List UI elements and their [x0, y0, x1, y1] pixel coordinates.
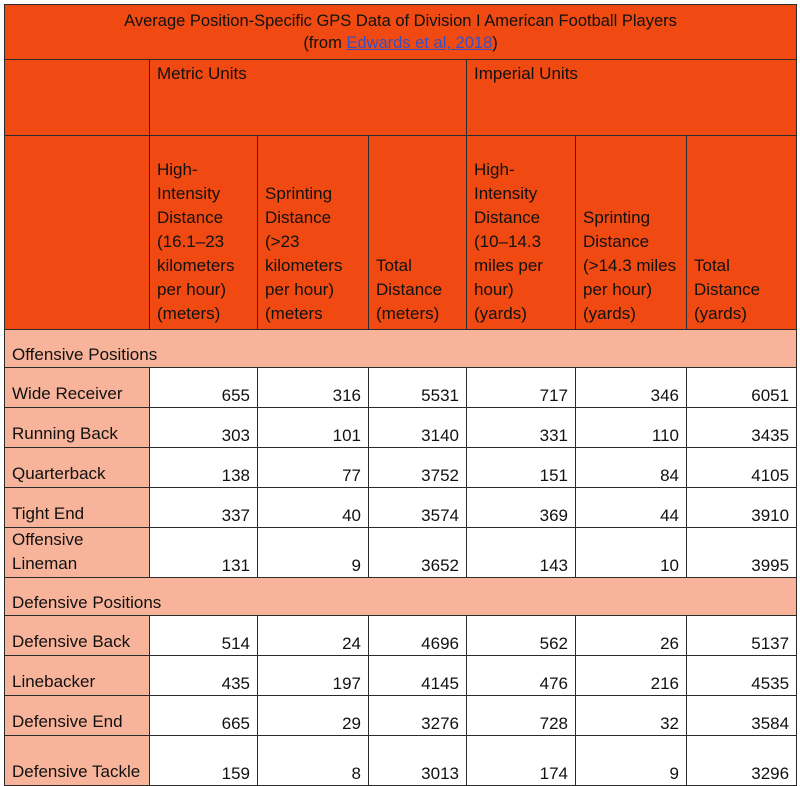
- table-cell: 8: [258, 736, 369, 786]
- table-cell: 131: [150, 528, 258, 578]
- table-row: [5, 736, 797, 786]
- table-cell: 665: [150, 696, 258, 736]
- table-cell: 197: [258, 656, 369, 696]
- table-cell: 3995: [687, 528, 797, 578]
- citation-link[interactable]: Edwards et al, 2018: [346, 34, 493, 52]
- table-cell: 4696: [369, 616, 467, 656]
- table-row: [5, 696, 797, 736]
- position-label: Defensive Tackle: [5, 736, 150, 786]
- table-row: [5, 408, 797, 448]
- table-row: [5, 368, 797, 408]
- table-row: [5, 488, 797, 528]
- table-cell: 728: [467, 696, 576, 736]
- column-header: High-Intensity Distance (16.1–23 kilometers per hour) (meters): [150, 136, 258, 330]
- section-header-offensive: Offensive Positions: [5, 330, 797, 368]
- column-corner-cell: [5, 136, 150, 330]
- table-cell: 143: [467, 528, 576, 578]
- column-header: Total Distance (meters): [369, 136, 467, 330]
- table-cell: 29: [258, 696, 369, 736]
- table-cell: 6051: [687, 368, 797, 408]
- table-cell: 9: [576, 736, 687, 786]
- table-cell: 316: [258, 368, 369, 408]
- table-cell: 655: [150, 368, 258, 408]
- units-corner-cell: [5, 60, 150, 136]
- table-cell: 3910: [687, 488, 797, 528]
- column-header: Sprinting Distance (>14.3 miles per hour) (yards): [576, 136, 687, 330]
- table-cell: 10: [576, 528, 687, 578]
- column-header: Sprinting Distance (>23 kilometers per hour) (meters: [258, 136, 369, 330]
- position-label: Running Back: [5, 408, 150, 448]
- table-cell: 5137: [687, 616, 797, 656]
- table-cell: 24: [258, 616, 369, 656]
- table-cell: 3013: [369, 736, 467, 786]
- position-label: Quarterback: [5, 448, 150, 488]
- table-cell: 77: [258, 448, 369, 488]
- position-label: Linebacker: [5, 656, 150, 696]
- table-row: [5, 656, 797, 696]
- table-cell: 5531: [369, 368, 467, 408]
- table-cell: 346: [576, 368, 687, 408]
- position-label: Defensive Back: [5, 616, 150, 656]
- table-cell: 32: [576, 696, 687, 736]
- table-cell: 3584: [687, 696, 797, 736]
- table-row: [5, 616, 797, 656]
- table-cell: 3435: [687, 408, 797, 448]
- table-cell: 40: [258, 488, 369, 528]
- table-cell: 4145: [369, 656, 467, 696]
- title-suffix: ): [492, 34, 498, 52]
- table-cell: 3652: [369, 528, 467, 578]
- title-line: Average Position-Specific GPS Data of Division I American Football Players: [124, 12, 677, 30]
- section-header-defensive: Defensive Positions: [5, 578, 797, 616]
- table-cell: 3140: [369, 408, 467, 448]
- position-label: Offensive Lineman: [5, 528, 150, 578]
- imperial-units-header: Imperial Units: [467, 60, 797, 136]
- table-cell: 4105: [687, 448, 797, 488]
- table-cell: 435: [150, 656, 258, 696]
- table-cell: 44: [576, 488, 687, 528]
- table-cell: 3296: [687, 736, 797, 786]
- table-cell: 138: [150, 448, 258, 488]
- table-cell: 4535: [687, 656, 797, 696]
- table-cell: 9: [258, 528, 369, 578]
- table-cell: 26: [576, 616, 687, 656]
- table-cell: 514: [150, 616, 258, 656]
- position-label: Tight End: [5, 488, 150, 528]
- table-cell: 3752: [369, 448, 467, 488]
- table-cell: 303: [150, 408, 258, 448]
- table-cell: 337: [150, 488, 258, 528]
- position-label: Wide Receiver: [5, 368, 150, 408]
- table-cell: 110: [576, 408, 687, 448]
- table-cell: 476: [467, 656, 576, 696]
- table-row: [5, 528, 797, 578]
- table-title: [5, 5, 797, 60]
- table-cell: 562: [467, 616, 576, 656]
- table-cell: 151: [467, 448, 576, 488]
- column-header: High-Intensity Distance (10–14.3 miles per hour) (yards): [467, 136, 576, 330]
- table-cell: 84: [576, 448, 687, 488]
- title-prefix: (from: [303, 34, 347, 52]
- gps-data-table: [4, 4, 797, 786]
- table-cell: 369: [467, 488, 576, 528]
- table-cell: 3276: [369, 696, 467, 736]
- table-cell: 717: [467, 368, 576, 408]
- table-row: [5, 448, 797, 488]
- column-header: Total Distance (yards): [687, 136, 797, 330]
- metric-units-header: Metric Units: [150, 60, 467, 136]
- table-cell: 216: [576, 656, 687, 696]
- table-cell: 331: [467, 408, 576, 448]
- table-cell: 101: [258, 408, 369, 448]
- table-cell: 159: [150, 736, 258, 786]
- table-cell: 3574: [369, 488, 467, 528]
- table-cell: 174: [467, 736, 576, 786]
- position-label: Defensive End: [5, 696, 150, 736]
